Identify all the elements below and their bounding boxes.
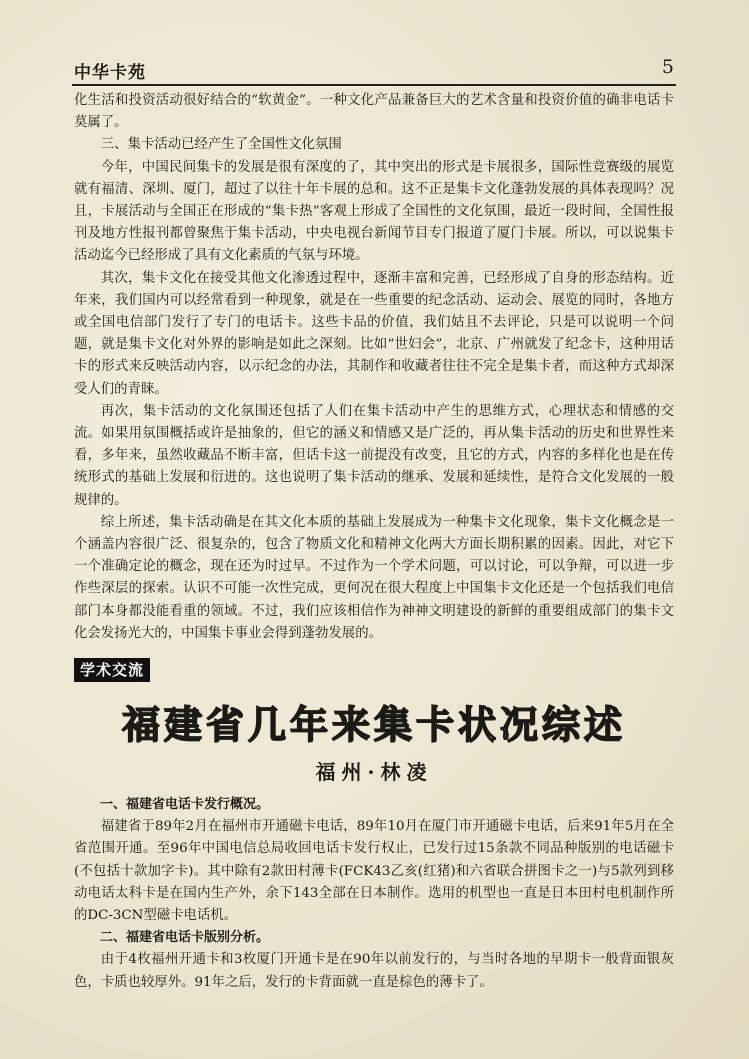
page-header — [74, 58, 674, 84]
paragraph: 福建省于89年2月在福州市开通磁卡电话，89年10月在厦门市开通磁卡电话，后来91年5月在全省范围开通。至96年中国电信总局收回电话卡发行权止，已发行过15条款不同品种版别的电话磁卡(不包括十款加字卡)。其中除有2款田村薄卡(FCK43乙亥(红猪)和六省联合拼图卡之一)与5款列到移动电话太科卡是在国内生产外，余下143全部在日本制作。选用的机型也一直是日本田村电机制作所的DC-3CN型磁卡电话机。 — [74, 819, 674, 924]
section-heading: 三、集卡活动已经产生了全国性文化氛围 — [100, 137, 342, 153]
article-body — [74, 794, 674, 994]
article-title: 福建省几年来集卡状况综述 — [121, 703, 626, 747]
magazine-title: 中华卡苑 — [74, 63, 146, 83]
paragraph: 再次，集卡活动的文化氛围还包括了人们在集卡活动中产生的思维方式，心理状态和情感的交流。如果用氛围概括或许是抽象的，但它的涵义和情感又是广泛的，再从集卡活动的历史和世界性来看，多年来，虽然收藏品不断丰富，但话卡这一前提没有改变，且它的方式，内容的多样化也是在传统形式的基础上发展和衍进的。这也说明了集卡活动的继承、发展和延续性，是符合文化发展的一般规律的。 — [74, 403, 674, 508]
subheading: 一、福建省电话卡发行概况。 — [100, 797, 270, 812]
paragraph: 今年，中国民间集卡的发展是很有深度的了，其中突出的形式是卡展很多，国际性竞赛级的展览就有福清、深圳、厦门，超过了以往十年卡展的总和。这不正是集卡文化蓬勃发展的具体表现吗？况且，卡展活动与全国正在形成的“集卡热”客观上形成了全国性的文化氛围，最近一段时间，全国性报刊及地方性报刊都曾聚焦于集卡活动，中央电视台新闻节目专门报道了厦门卡展。所以，可以说集卡活动迄今已经形成了具有文化素质的气氛与环境。 — [74, 159, 674, 264]
top-section-text — [74, 90, 674, 645]
header-rule — [72, 84, 676, 86]
page-number: 5 — [661, 56, 674, 78]
subheading: 二、福建省电话卡版别分析。 — [100, 930, 270, 946]
column-label: 学术交流 — [74, 658, 150, 682]
paragraph: 化生活和投资活动很好结合的“软黄金”。一种文化产品兼备巨大的艺术含量和投资价值的确非电话卡莫属了。 — [74, 93, 674, 131]
paragraph: 由于4枚福州开通卡和3枚厦门开通卡是在90年以前发行的，与当时各地的早期卡一般背面银灰色，卡质也较厚外。91年之后，发行的卡背面就一直是棕色的薄卡了。 — [74, 952, 674, 990]
paragraph: 综上所述，集卡活动确是在其文化本质的基础上发展成为一种集卡文化现象，集卡文化概念是一个涵盖内容很广泛、很复杂的，包含了物质文化和精神文化两大方面长期积累的因素。因此，对它下一个准确定论的概念，现在还为时过早。不过作为一个学术问题，可以讨论，可以争辩，可以进一步作些深层的探索。认识不可能一次性完成，更何况在很大程度上中国集卡文化还是一个包括我们电信部门本身都没能看重的领域。不过，我们应该相信作为神神文明建设的新鲜的重要组成部门的集卡文化会发扬光大的，中国集卡事业会得到蓬勃发展的。 — [74, 514, 674, 641]
paragraph: 其次，集卡文化在接受其他文化渗透过程中，逐渐丰富和完善，已经形成了自身的形态结构。近年来，我们国内可以经常看到一种现象，就是在一些重要的纪念活动、运动会、展览的同时，各地方或全国电信部门发行了专门的电话卡。这些卡品的价值，我们姑且不去评论，只是可以说明一个问题，就是集卡文化对外界的影响是如此之深刻。比如“世妇会”，北京、广州就发了纪念卡，这种用话卡的形式来反映活动内容，以示纪念的办法，其制作和收藏者往往不完全是集卡者，而这种方式却深受人们的青睐。 — [74, 270, 674, 397]
article-byline: 福州·林凌 — [315, 760, 433, 784]
